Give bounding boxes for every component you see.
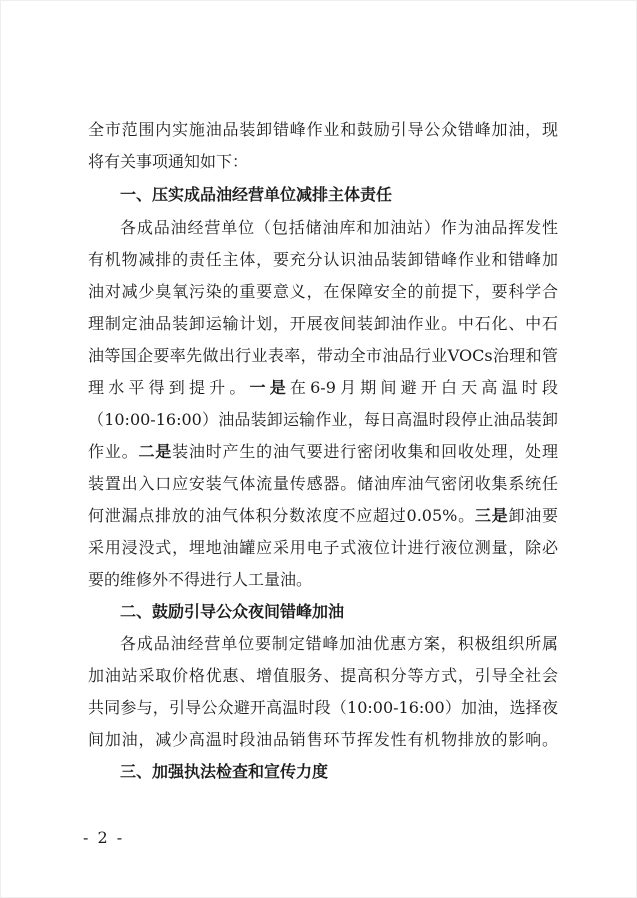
paragraph-line: 油等国企要率先做出行业表率，带动全市油品行业VOCs治理和管 xyxy=(88,346,558,365)
paragraph-line: 加油站采取价格优惠、增值服务、提高积分等方式，引导全社会 xyxy=(88,666,558,685)
paragraph-line: 间加油，减少高温时段油品销售环节挥发性有机物排放的影响。 xyxy=(88,730,558,749)
emphasis-first: 一是 xyxy=(249,378,290,397)
line-text: 何泄漏点排放的油气体积分数浓度不应超过0.05%。 xyxy=(88,506,475,525)
page-number: - 2 - xyxy=(83,828,125,847)
paragraph-line: 共同参与，引导公众避开高温时段（10:00-16:00）加油，选择夜 xyxy=(88,698,558,717)
paragraph-line xyxy=(88,373,558,403)
paragraph-line: 理制定油品装卸运输计划，开展夜间装卸油作业。中石化、中石 xyxy=(88,314,558,333)
paragraph-line: 全市范围内实施油品装卸错峰作业和鼓励引导公众错峰加油，现 xyxy=(88,120,558,139)
line-text: 在6-9月期间避开白天高温时段 xyxy=(289,378,558,397)
emphasis-second: 二是 xyxy=(138,442,173,461)
section-heading-1: 一、压实成品油经营单位减排主体责任 xyxy=(120,185,393,204)
paragraph-line xyxy=(88,501,558,531)
paragraph-line: 有机物减排的责任主体，要充分认识油品装卸错峰作业和错峰加 xyxy=(88,250,558,269)
paragraph-line: 要的维修外不得进行人工量油。 xyxy=(88,570,313,589)
paragraph-line: 各成品油经营单位（包括储油库和加油站）作为油品挥发性 xyxy=(120,218,558,237)
section-heading-3: 三、加强执法检查和宣传力度 xyxy=(120,762,329,781)
line-text: 理水平得到提升。 xyxy=(88,378,250,397)
paragraph-line: 将有关事项通知如下： xyxy=(88,152,249,171)
paragraph-line: （10:00-16:00）油品装卸运输作业，每日高温时段停止油品装卸 xyxy=(88,410,558,429)
paragraph-line: 装置出入口应安装气体流量传感器。储油库油气密闭收集系统任 xyxy=(88,474,558,493)
paragraph-line: 油对减少臭氧污染的重要意义，在保障安全的前提下，要科学合 xyxy=(88,282,558,301)
section-heading-2: 二、鼓励引导公众夜间错峰加油 xyxy=(120,602,345,621)
paragraph-line xyxy=(88,437,558,467)
line-text: 卸油要 xyxy=(508,506,558,525)
line-text: 作业。 xyxy=(88,442,139,461)
paragraph-line: 采用浸没式，埋地油罐应采用电子式液位计进行液位测量，除必 xyxy=(88,538,558,557)
line-text: 装油时产生的油气要进行密闭收集和回收处理，处理 xyxy=(172,442,558,461)
paragraph-line: 各成品油经营单位要制定错峰加油优惠方案，积极组织所属 xyxy=(120,634,558,653)
emphasis-third: 三是 xyxy=(474,506,509,525)
